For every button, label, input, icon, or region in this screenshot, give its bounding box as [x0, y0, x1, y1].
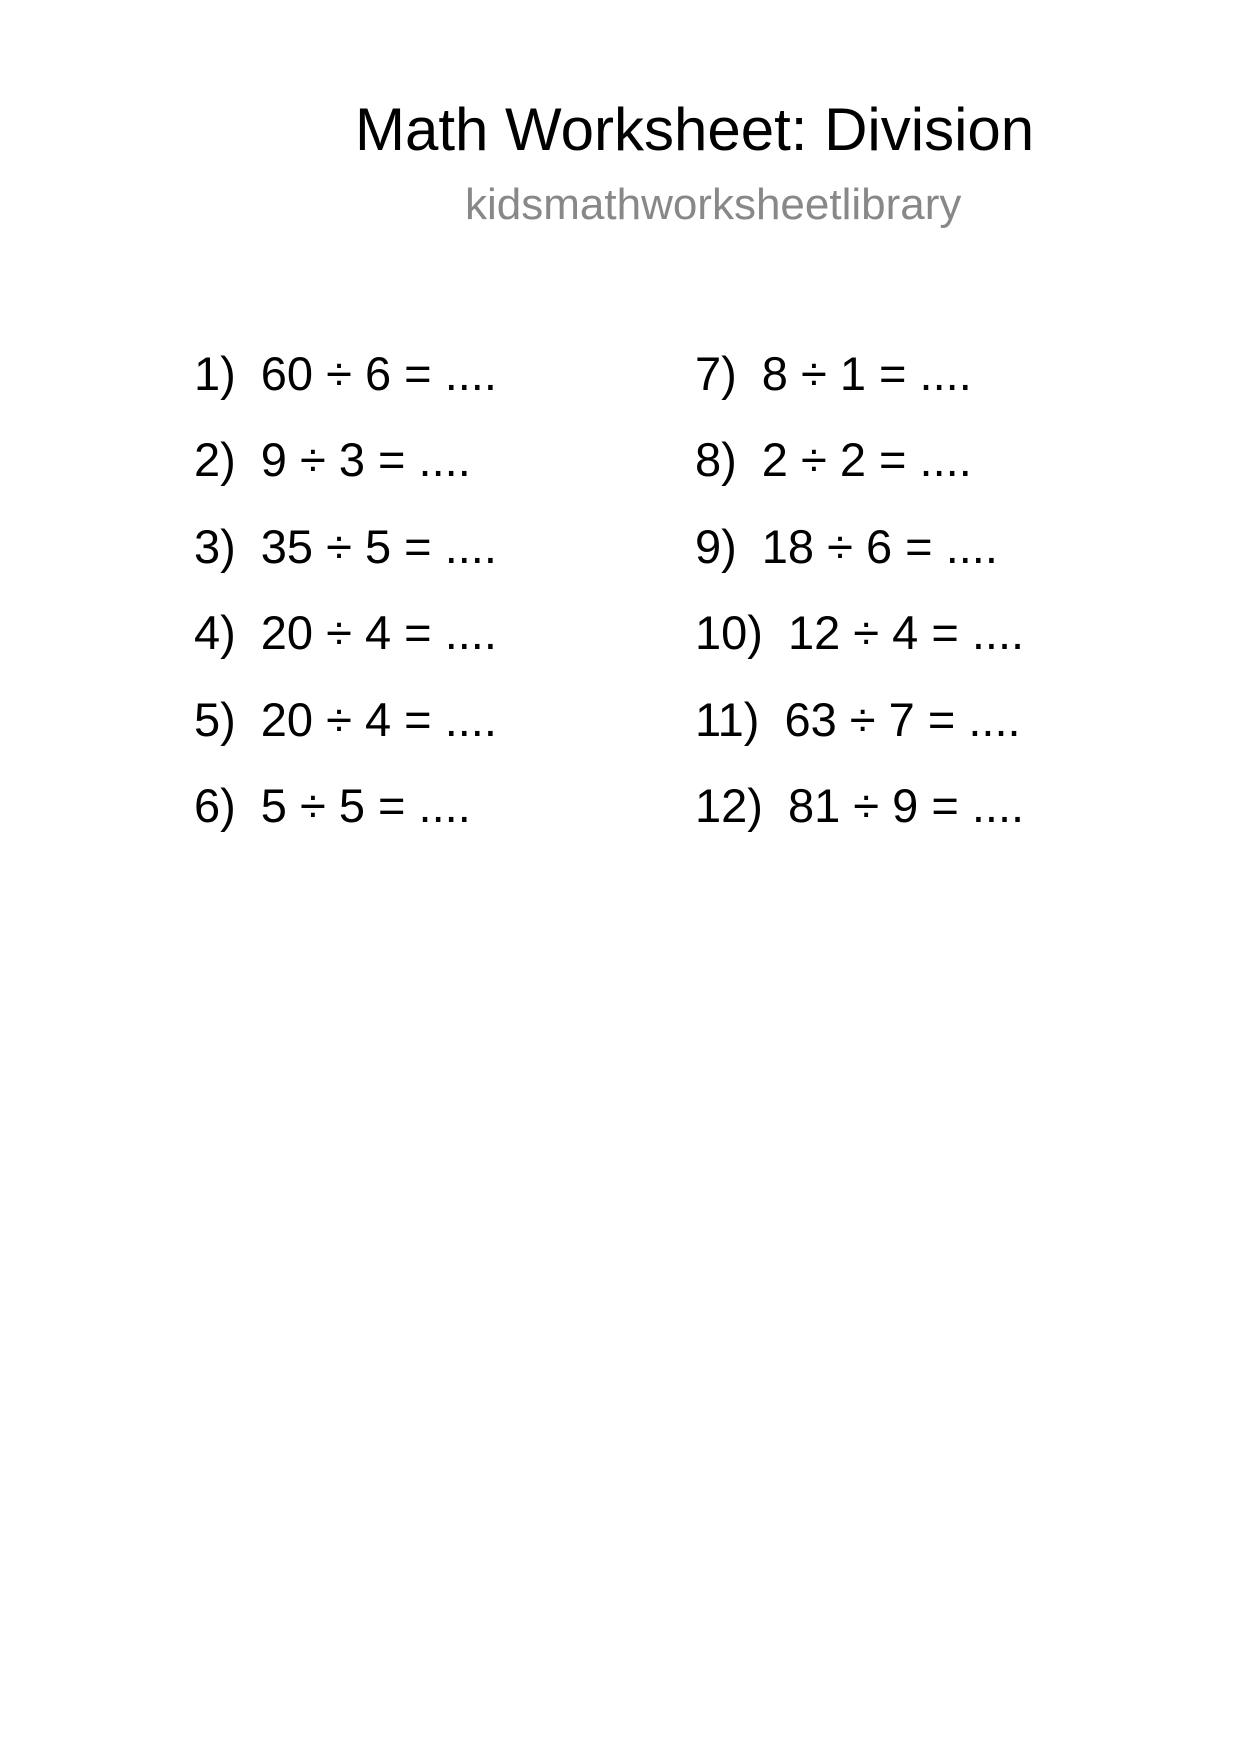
problems-column-right	[695, 330, 1024, 849]
problem-number: 6)	[194, 779, 236, 833]
problem-number: 7)	[695, 346, 737, 400]
problem-expression: 5 ÷ 5 = ....	[260, 779, 471, 833]
problem-row-5	[194, 676, 497, 763]
problem-row-6	[194, 763, 497, 850]
problem-number: 4)	[194, 606, 236, 660]
problem-number: 10)	[695, 606, 763, 660]
problem-expression: 20 ÷ 4 = ....	[260, 606, 497, 660]
problem-expression: 81 ÷ 9 = ....	[787, 779, 1025, 833]
problem-expression: 8 ÷ 1 = ....	[761, 346, 972, 400]
problem-row-3	[194, 503, 497, 590]
page-subtitle: kidsmathworksheetlibrary	[465, 180, 962, 229]
problem-expression: 9 ÷ 3 = ....	[260, 433, 471, 487]
problem-row-11	[695, 676, 1024, 763]
problem-number: 9)	[695, 519, 737, 573]
problem-number: 3)	[194, 519, 236, 573]
problem-expression: 18 ÷ 6 = ....	[761, 519, 998, 573]
problem-expression: 60 ÷ 6 = ....	[260, 346, 497, 400]
problem-number: 12)	[695, 779, 763, 833]
problem-expression: 35 ÷ 5 = ....	[260, 519, 497, 573]
problem-expression: 2 ÷ 2 = ....	[761, 433, 972, 487]
problem-number: 8)	[695, 433, 737, 487]
problem-number: 1)	[194, 346, 236, 400]
problem-expression: 20 ÷ 4 = ....	[260, 692, 497, 746]
problem-row-2	[194, 417, 497, 504]
problem-row-1	[194, 330, 497, 417]
problem-expression: 12 ÷ 4 = ....	[787, 606, 1025, 660]
problem-row-7	[695, 330, 1024, 417]
problem-row-4	[194, 590, 497, 677]
problem-number: 2)	[194, 433, 236, 487]
problem-row-8	[695, 417, 1024, 504]
problem-row-12	[695, 763, 1024, 850]
problems-column-left	[194, 330, 497, 849]
problem-row-9	[695, 503, 1024, 590]
problem-expression: 63 ÷ 7 = ....	[784, 692, 1021, 746]
problem-row-10	[695, 590, 1024, 677]
page-title: Math Worksheet: Division	[355, 96, 1035, 163]
problem-number: 11)	[695, 692, 760, 746]
problem-number: 5)	[194, 692, 236, 746]
